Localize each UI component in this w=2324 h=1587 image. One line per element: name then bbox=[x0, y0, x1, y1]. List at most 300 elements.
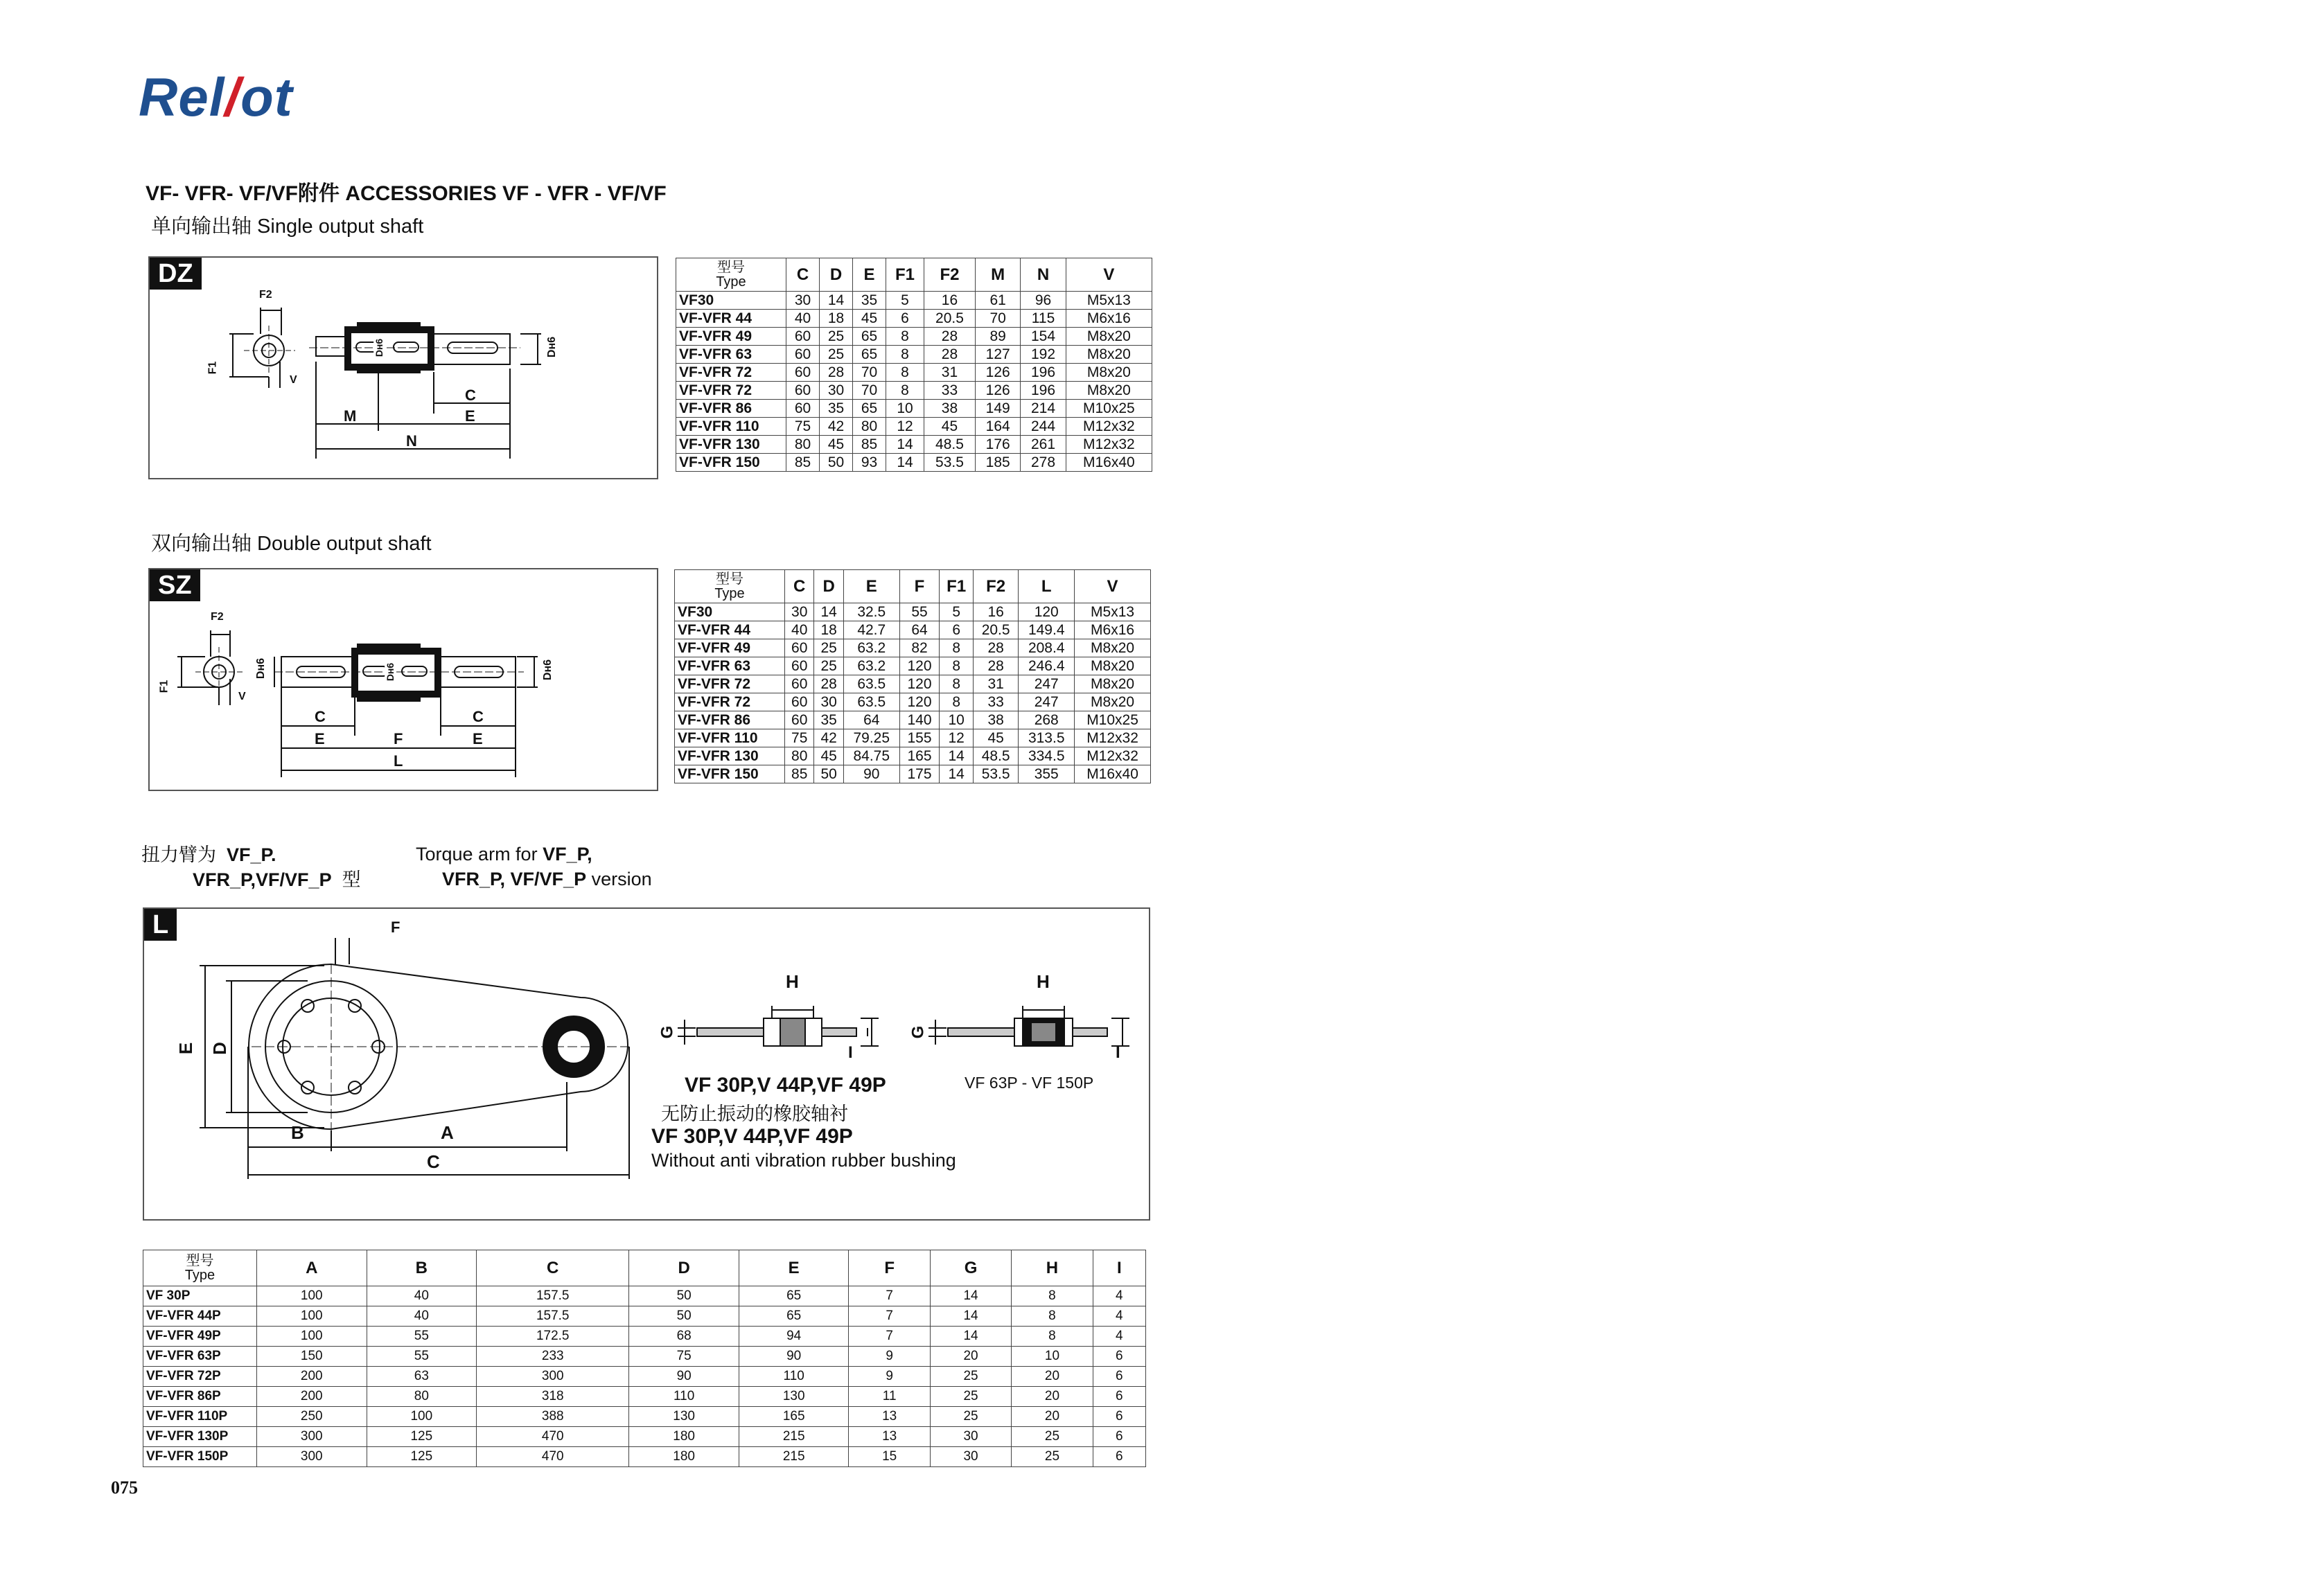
table-cell: M12x32 bbox=[1075, 747, 1151, 765]
table-cell: 470 bbox=[477, 1447, 629, 1467]
table-cell: 31 bbox=[973, 675, 1018, 693]
table-cell: 233 bbox=[477, 1347, 629, 1367]
table-cell: 70 bbox=[853, 382, 886, 400]
table-cell: 33 bbox=[973, 693, 1018, 711]
table-cell: 149.4 bbox=[1019, 621, 1075, 639]
table-cell: 125 bbox=[367, 1447, 477, 1467]
table-cell: 20.5 bbox=[924, 310, 975, 328]
table-cell: 8 bbox=[886, 346, 924, 364]
col-header: F bbox=[899, 570, 940, 603]
table-cell: VF-VFR 49 bbox=[676, 328, 786, 346]
table-cell: 40 bbox=[367, 1306, 477, 1327]
table-cell: M6x16 bbox=[1075, 621, 1151, 639]
table-cell: 110 bbox=[739, 1367, 849, 1387]
table-cell: 15 bbox=[849, 1447, 930, 1467]
dim-f2: F2 bbox=[211, 611, 224, 623]
table-cell: 100 bbox=[257, 1327, 367, 1347]
table-cell: 14 bbox=[814, 603, 843, 621]
table-cell: 7 bbox=[849, 1306, 930, 1327]
table-cell: 70 bbox=[853, 364, 886, 382]
table-cell: 155 bbox=[899, 729, 940, 747]
torque-arm-table bbox=[143, 1250, 1146, 1467]
table-cell: 125 bbox=[367, 1427, 477, 1447]
table-cell: 100 bbox=[257, 1286, 367, 1306]
page-number: 075 bbox=[111, 1478, 138, 1498]
table-cell: VF-VFR 63 bbox=[676, 346, 786, 364]
dim-n: N bbox=[406, 432, 417, 450]
table-cell: 8 bbox=[1012, 1306, 1093, 1327]
col-header: E bbox=[843, 570, 899, 603]
table-cell: 60 bbox=[786, 400, 820, 418]
table-row bbox=[676, 400, 1152, 418]
table-cell: 313.5 bbox=[1019, 729, 1075, 747]
table-cell: 55 bbox=[367, 1347, 477, 1367]
col-header: C bbox=[786, 258, 820, 292]
table-row bbox=[675, 711, 1151, 729]
dim-c-right: C bbox=[473, 708, 484, 725]
table-cell: 127 bbox=[975, 346, 1020, 364]
table-cell: 100 bbox=[257, 1306, 367, 1327]
table-cell: 8 bbox=[886, 382, 924, 400]
table-cell: 200 bbox=[257, 1367, 367, 1387]
table-cell: 60 bbox=[786, 364, 820, 382]
table-cell: 7 bbox=[849, 1327, 930, 1347]
torque-zh-line2: VFR_P,VF/VF_P 型 bbox=[193, 869, 361, 890]
col-header: C bbox=[477, 1250, 629, 1286]
dim-h-left: H bbox=[786, 971, 799, 992]
table-row bbox=[676, 292, 1152, 310]
table-cell: VF-VFR 63 bbox=[675, 657, 785, 675]
table-cell: 38 bbox=[973, 711, 1018, 729]
table-cell: 14 bbox=[820, 292, 853, 310]
col-header: B bbox=[367, 1250, 477, 1286]
table-cell: 13 bbox=[849, 1407, 930, 1427]
table-cell: 246.4 bbox=[1019, 657, 1075, 675]
table-cell: VF-VFR 86 bbox=[676, 400, 786, 418]
table-row bbox=[675, 729, 1151, 747]
type-header: 型号 Type bbox=[675, 570, 785, 603]
table-cell: 215 bbox=[739, 1427, 849, 1447]
table-cell: 14 bbox=[886, 454, 924, 472]
table-cell: 318 bbox=[477, 1387, 629, 1407]
table-cell: 120 bbox=[899, 657, 940, 675]
col-header: F2 bbox=[973, 570, 1018, 603]
dim-v: V bbox=[290, 374, 297, 386]
table-cell: 130 bbox=[739, 1387, 849, 1407]
table-cell: VF-VFR 130 bbox=[675, 747, 785, 765]
table-cell: 180 bbox=[629, 1447, 739, 1467]
table-row bbox=[676, 364, 1152, 382]
table-cell: 42.7 bbox=[843, 621, 899, 639]
table-cell: 165 bbox=[739, 1407, 849, 1427]
col-header: H bbox=[1012, 1250, 1093, 1286]
table-cell: 38 bbox=[924, 400, 975, 418]
col-header: A bbox=[257, 1250, 367, 1286]
caption-en: Without anti vibration rubber bushing bbox=[651, 1150, 956, 1171]
table-cell: 50 bbox=[814, 765, 843, 783]
dim-c: C bbox=[427, 1151, 440, 1172]
table-cell: 25 bbox=[814, 639, 843, 657]
table-cell: VF 30P bbox=[143, 1286, 257, 1306]
table-cell: 45 bbox=[853, 310, 886, 328]
table-cell: 20 bbox=[1012, 1367, 1093, 1387]
table-cell: 13 bbox=[849, 1427, 930, 1447]
table-cell: 80 bbox=[367, 1387, 477, 1407]
table-cell: 8 bbox=[940, 639, 974, 657]
dim-e-left: E bbox=[315, 730, 325, 747]
dim-d: Dн6 bbox=[546, 336, 558, 358]
table-cell: 268 bbox=[1019, 711, 1075, 729]
table-cell: 30 bbox=[786, 292, 820, 310]
table-cell: 75 bbox=[786, 418, 820, 436]
table-cell: VF-VFR 44 bbox=[676, 310, 786, 328]
table-cell: 50 bbox=[629, 1306, 739, 1327]
table-cell: 14 bbox=[930, 1306, 1011, 1327]
table-cell: 45 bbox=[973, 729, 1018, 747]
table-cell: 75 bbox=[629, 1347, 739, 1367]
table-cell: 6 bbox=[940, 621, 974, 639]
table-cell: 93 bbox=[853, 454, 886, 472]
col-header: E bbox=[739, 1250, 849, 1286]
table-cell: 25 bbox=[1012, 1447, 1093, 1467]
table-cell: 140 bbox=[899, 711, 940, 729]
table-row bbox=[676, 454, 1152, 472]
table-cell: M12x32 bbox=[1066, 418, 1152, 436]
table-cell: 4 bbox=[1093, 1327, 1145, 1347]
table-cell: 42 bbox=[814, 729, 843, 747]
table-cell: 48.5 bbox=[973, 747, 1018, 765]
table-cell: 35 bbox=[814, 711, 843, 729]
dim-g-left: G bbox=[658, 1025, 677, 1039]
table-cell: 40 bbox=[785, 621, 814, 639]
table-cell: VF30 bbox=[675, 603, 785, 621]
table-cell: 8 bbox=[940, 675, 974, 693]
dz-tag: DZ bbox=[150, 258, 202, 290]
col-header: V bbox=[1075, 570, 1151, 603]
table-cell: VF-VFR 49 bbox=[675, 639, 785, 657]
table-cell: 18 bbox=[814, 621, 843, 639]
table-cell: 14 bbox=[930, 1286, 1011, 1306]
col-header: F2 bbox=[924, 258, 975, 292]
torque-arm-drawing bbox=[143, 907, 1150, 1221]
logo-text-left: Rel bbox=[139, 67, 225, 127]
table-cell: VF-VFR 44 bbox=[675, 621, 785, 639]
table-cell: VF-VFR 72P bbox=[143, 1367, 257, 1387]
table-cell: 8 bbox=[1012, 1286, 1093, 1306]
table-row bbox=[143, 1286, 1146, 1306]
table-cell: 30 bbox=[930, 1427, 1011, 1447]
table-cell: 130 bbox=[629, 1407, 739, 1427]
table-cell: 164 bbox=[975, 418, 1020, 436]
table-row bbox=[143, 1427, 1146, 1447]
table-cell: 9 bbox=[849, 1347, 930, 1367]
table-cell: 120 bbox=[899, 675, 940, 693]
table-cell: 55 bbox=[899, 603, 940, 621]
table-cell: 28 bbox=[973, 639, 1018, 657]
table-cell: VF-VFR 130 bbox=[676, 436, 786, 454]
table-cell: 278 bbox=[1021, 454, 1066, 472]
table-cell: 28 bbox=[924, 328, 975, 346]
dim-c: C bbox=[465, 387, 476, 404]
table-cell: 126 bbox=[975, 364, 1020, 382]
table-cell: 45 bbox=[924, 418, 975, 436]
table-cell: 63.2 bbox=[843, 639, 899, 657]
col-header: V bbox=[1066, 258, 1152, 292]
table-cell: 30 bbox=[930, 1447, 1011, 1467]
single-shaft-table bbox=[676, 258, 1152, 472]
table-cell: 53.5 bbox=[924, 454, 975, 472]
table-cell: 200 bbox=[257, 1387, 367, 1407]
table-cell: VF-VFR 44P bbox=[143, 1306, 257, 1327]
table-cell: 25 bbox=[1012, 1427, 1093, 1447]
table-cell: 65 bbox=[739, 1306, 849, 1327]
dim-i-left: I bbox=[848, 1043, 853, 1062]
col-header: D bbox=[820, 258, 853, 292]
table-cell: 45 bbox=[814, 747, 843, 765]
table-row bbox=[143, 1447, 1146, 1467]
dim-a: A bbox=[441, 1122, 454, 1143]
table-cell: 5 bbox=[886, 292, 924, 310]
table-cell: 208.4 bbox=[1019, 639, 1075, 657]
table-cell: 31 bbox=[924, 364, 975, 382]
caption-model: VF 30P,V 44P,VF 49P bbox=[685, 1074, 886, 1097]
torque-table-body bbox=[143, 1286, 1146, 1467]
dim-e-right: E bbox=[473, 730, 483, 747]
table-cell: 8 bbox=[940, 693, 974, 711]
table-cell: M10x25 bbox=[1075, 711, 1151, 729]
col-header: L bbox=[1019, 570, 1075, 603]
table-cell: 110 bbox=[629, 1387, 739, 1407]
table-row bbox=[676, 382, 1152, 400]
table-cell: 165 bbox=[899, 747, 940, 765]
table-cell: 20 bbox=[1012, 1407, 1093, 1427]
dim-e: E bbox=[465, 407, 475, 425]
logo-text-right: ot bbox=[240, 67, 293, 127]
table-cell: 33 bbox=[924, 382, 975, 400]
brand-logo bbox=[139, 66, 293, 129]
table-cell: 64 bbox=[899, 621, 940, 639]
table-cell: 14 bbox=[940, 747, 974, 765]
table-cell: 28 bbox=[973, 657, 1018, 675]
table-cell: 185 bbox=[975, 454, 1020, 472]
table-cell: 6 bbox=[1093, 1407, 1145, 1427]
table-cell: 20 bbox=[1012, 1387, 1093, 1407]
dim-d: D bbox=[209, 1042, 230, 1055]
col-header: D bbox=[814, 570, 843, 603]
single-shaft-drawing bbox=[148, 256, 658, 479]
single-table-body bbox=[676, 292, 1152, 472]
table-cell: 196 bbox=[1021, 382, 1066, 400]
table-cell: M8x20 bbox=[1075, 657, 1151, 675]
table-cell: M5x13 bbox=[1075, 603, 1151, 621]
table-cell: 192 bbox=[1021, 346, 1066, 364]
table-cell: 244 bbox=[1021, 418, 1066, 436]
table-cell: 8 bbox=[886, 328, 924, 346]
table-cell: VF30 bbox=[676, 292, 786, 310]
dim-g-right: G bbox=[908, 1025, 928, 1039]
table-cell: 40 bbox=[786, 310, 820, 328]
table-row bbox=[676, 310, 1152, 328]
col-header: N bbox=[1021, 258, 1066, 292]
table-cell: 7 bbox=[849, 1286, 930, 1306]
table-cell: VF-VFR 86 bbox=[675, 711, 785, 729]
l-tag: L bbox=[144, 909, 177, 941]
table-cell: 10 bbox=[886, 400, 924, 418]
table-cell: 388 bbox=[477, 1407, 629, 1427]
table-row bbox=[675, 693, 1151, 711]
table-cell: 60 bbox=[785, 657, 814, 675]
table-cell: 300 bbox=[477, 1367, 629, 1387]
table-cell: 300 bbox=[257, 1427, 367, 1447]
table-cell: 30 bbox=[814, 693, 843, 711]
table-cell: VF-VFR 150 bbox=[676, 454, 786, 472]
table-row bbox=[143, 1367, 1146, 1387]
table-cell: 68 bbox=[629, 1327, 739, 1347]
table-cell: 65 bbox=[853, 400, 886, 418]
table-cell: 35 bbox=[820, 400, 853, 418]
table-row bbox=[676, 346, 1152, 364]
table-row bbox=[143, 1387, 1146, 1407]
table-cell: 25 bbox=[930, 1407, 1011, 1427]
table-cell: 172.5 bbox=[477, 1327, 629, 1347]
table-cell: 25 bbox=[814, 657, 843, 675]
caption-model-2: VF 30P,V 44P,VF 49P bbox=[651, 1125, 853, 1148]
table-cell: 12 bbox=[940, 729, 974, 747]
table-cell: 94 bbox=[739, 1327, 849, 1347]
col-header: F bbox=[849, 1250, 930, 1286]
table-cell: 20 bbox=[930, 1347, 1011, 1367]
table-cell: 126 bbox=[975, 382, 1020, 400]
table-cell: 115 bbox=[1021, 310, 1066, 328]
table-cell: 16 bbox=[924, 292, 975, 310]
table-cell: 14 bbox=[930, 1327, 1011, 1347]
dim-d-inner: Dн6 bbox=[385, 662, 396, 682]
page-title: VF- VFR- VF/VF附件 ACCESSORIES VF - VFR - VF/VF bbox=[146, 182, 667, 205]
table-cell: 8 bbox=[1012, 1327, 1093, 1347]
table-cell: VF-VFR 150P bbox=[143, 1447, 257, 1467]
table-row bbox=[675, 657, 1151, 675]
col-header: G bbox=[930, 1250, 1011, 1286]
table-cell: 261 bbox=[1021, 436, 1066, 454]
table-cell: 247 bbox=[1019, 693, 1075, 711]
table-cell: 80 bbox=[853, 418, 886, 436]
table-cell: 82 bbox=[899, 639, 940, 657]
dim-f: F bbox=[391, 919, 400, 936]
dim-i-right: I bbox=[1116, 1043, 1120, 1062]
table-cell: 120 bbox=[899, 693, 940, 711]
table-row bbox=[675, 765, 1151, 783]
table-cell: VF-VFR 72 bbox=[675, 693, 785, 711]
table-cell: 9 bbox=[849, 1367, 930, 1387]
table-cell: 250 bbox=[257, 1407, 367, 1427]
table-cell: M8x20 bbox=[1075, 693, 1151, 711]
dim-f2: F2 bbox=[259, 289, 272, 301]
table-cell: 25 bbox=[820, 328, 853, 346]
table-cell: 64 bbox=[843, 711, 899, 729]
double-shaft-drawing bbox=[148, 568, 658, 791]
torque-en-line2: VFR_P, VF/VF_P version bbox=[442, 869, 652, 889]
table-cell: 28 bbox=[814, 675, 843, 693]
table-cell: 65 bbox=[853, 346, 886, 364]
table-cell: 6 bbox=[1093, 1427, 1145, 1447]
table-cell: M5x13 bbox=[1066, 292, 1152, 310]
table-cell: 180 bbox=[629, 1427, 739, 1447]
double-shaft-heading: 双向输出轴 Double output shaft bbox=[151, 533, 432, 555]
table-cell: VF-VFR 150 bbox=[675, 765, 785, 783]
table-cell: 63 bbox=[367, 1367, 477, 1387]
table-cell: 55 bbox=[367, 1327, 477, 1347]
table-cell: M12x32 bbox=[1066, 436, 1152, 454]
col-header: E bbox=[853, 258, 886, 292]
table-cell: 96 bbox=[1021, 292, 1066, 310]
dim-v: V bbox=[238, 691, 246, 702]
table-cell: M16x40 bbox=[1075, 765, 1151, 783]
dim-l: L bbox=[394, 752, 403, 770]
table-cell: 14 bbox=[940, 765, 974, 783]
table-cell: 11 bbox=[849, 1387, 930, 1407]
table-row bbox=[676, 328, 1152, 346]
table-cell: 63.2 bbox=[843, 657, 899, 675]
dim-c-left: C bbox=[315, 708, 326, 725]
table-cell: 65 bbox=[739, 1286, 849, 1306]
table-cell: 157.5 bbox=[477, 1306, 629, 1327]
table-cell: VF-VFR 72 bbox=[675, 675, 785, 693]
type-header: 型号 Type bbox=[143, 1250, 257, 1286]
table-cell: 80 bbox=[786, 436, 820, 454]
table-cell: 61 bbox=[975, 292, 1020, 310]
table-cell: 300 bbox=[257, 1447, 367, 1467]
table-cell: 247 bbox=[1019, 675, 1075, 693]
table-cell: 70 bbox=[975, 310, 1020, 328]
table-cell: 6 bbox=[1093, 1447, 1145, 1467]
table-cell: VF-VFR 63P bbox=[143, 1347, 257, 1367]
col-header: I bbox=[1093, 1250, 1145, 1286]
table-cell: M10x25 bbox=[1066, 400, 1152, 418]
torque-arm-svg bbox=[144, 909, 1149, 1219]
table-cell: 79.25 bbox=[843, 729, 899, 747]
table-cell: 32.5 bbox=[843, 603, 899, 621]
table-cell: 85 bbox=[786, 454, 820, 472]
dim-e: E bbox=[175, 1042, 197, 1055]
table-cell: 5 bbox=[940, 603, 974, 621]
table-cell: 63.5 bbox=[843, 675, 899, 693]
table-cell: 154 bbox=[1021, 328, 1066, 346]
table-cell: 6 bbox=[1093, 1367, 1145, 1387]
table-cell: 175 bbox=[899, 765, 940, 783]
table-cell: 90 bbox=[629, 1367, 739, 1387]
col-header: M bbox=[975, 258, 1020, 292]
table-cell: VF-VFR 72 bbox=[676, 364, 786, 382]
dim-f: F bbox=[394, 730, 403, 747]
table-cell: 60 bbox=[786, 346, 820, 364]
single-shaft-heading: 单向输出轴 Single output shaft bbox=[151, 215, 424, 238]
table-cell: 215 bbox=[739, 1447, 849, 1467]
torque-zh-line1: 扭力臂为 VF_P. bbox=[141, 844, 276, 865]
table-cell: M8x20 bbox=[1066, 364, 1152, 382]
table-cell: 25 bbox=[930, 1387, 1011, 1407]
table-cell: 6 bbox=[1093, 1347, 1145, 1367]
table-cell: M8x20 bbox=[1075, 639, 1151, 657]
table-cell: 355 bbox=[1019, 765, 1075, 783]
table-row bbox=[676, 418, 1152, 436]
double-shaft-svg bbox=[150, 569, 657, 790]
table-cell: 85 bbox=[853, 436, 886, 454]
table-cell: VF-VFR 86P bbox=[143, 1387, 257, 1407]
table-cell: 25 bbox=[930, 1367, 1011, 1387]
dim-d-left: Dн6 bbox=[255, 657, 267, 680]
table-cell: 42 bbox=[820, 418, 853, 436]
table-cell: M16x40 bbox=[1066, 454, 1152, 472]
